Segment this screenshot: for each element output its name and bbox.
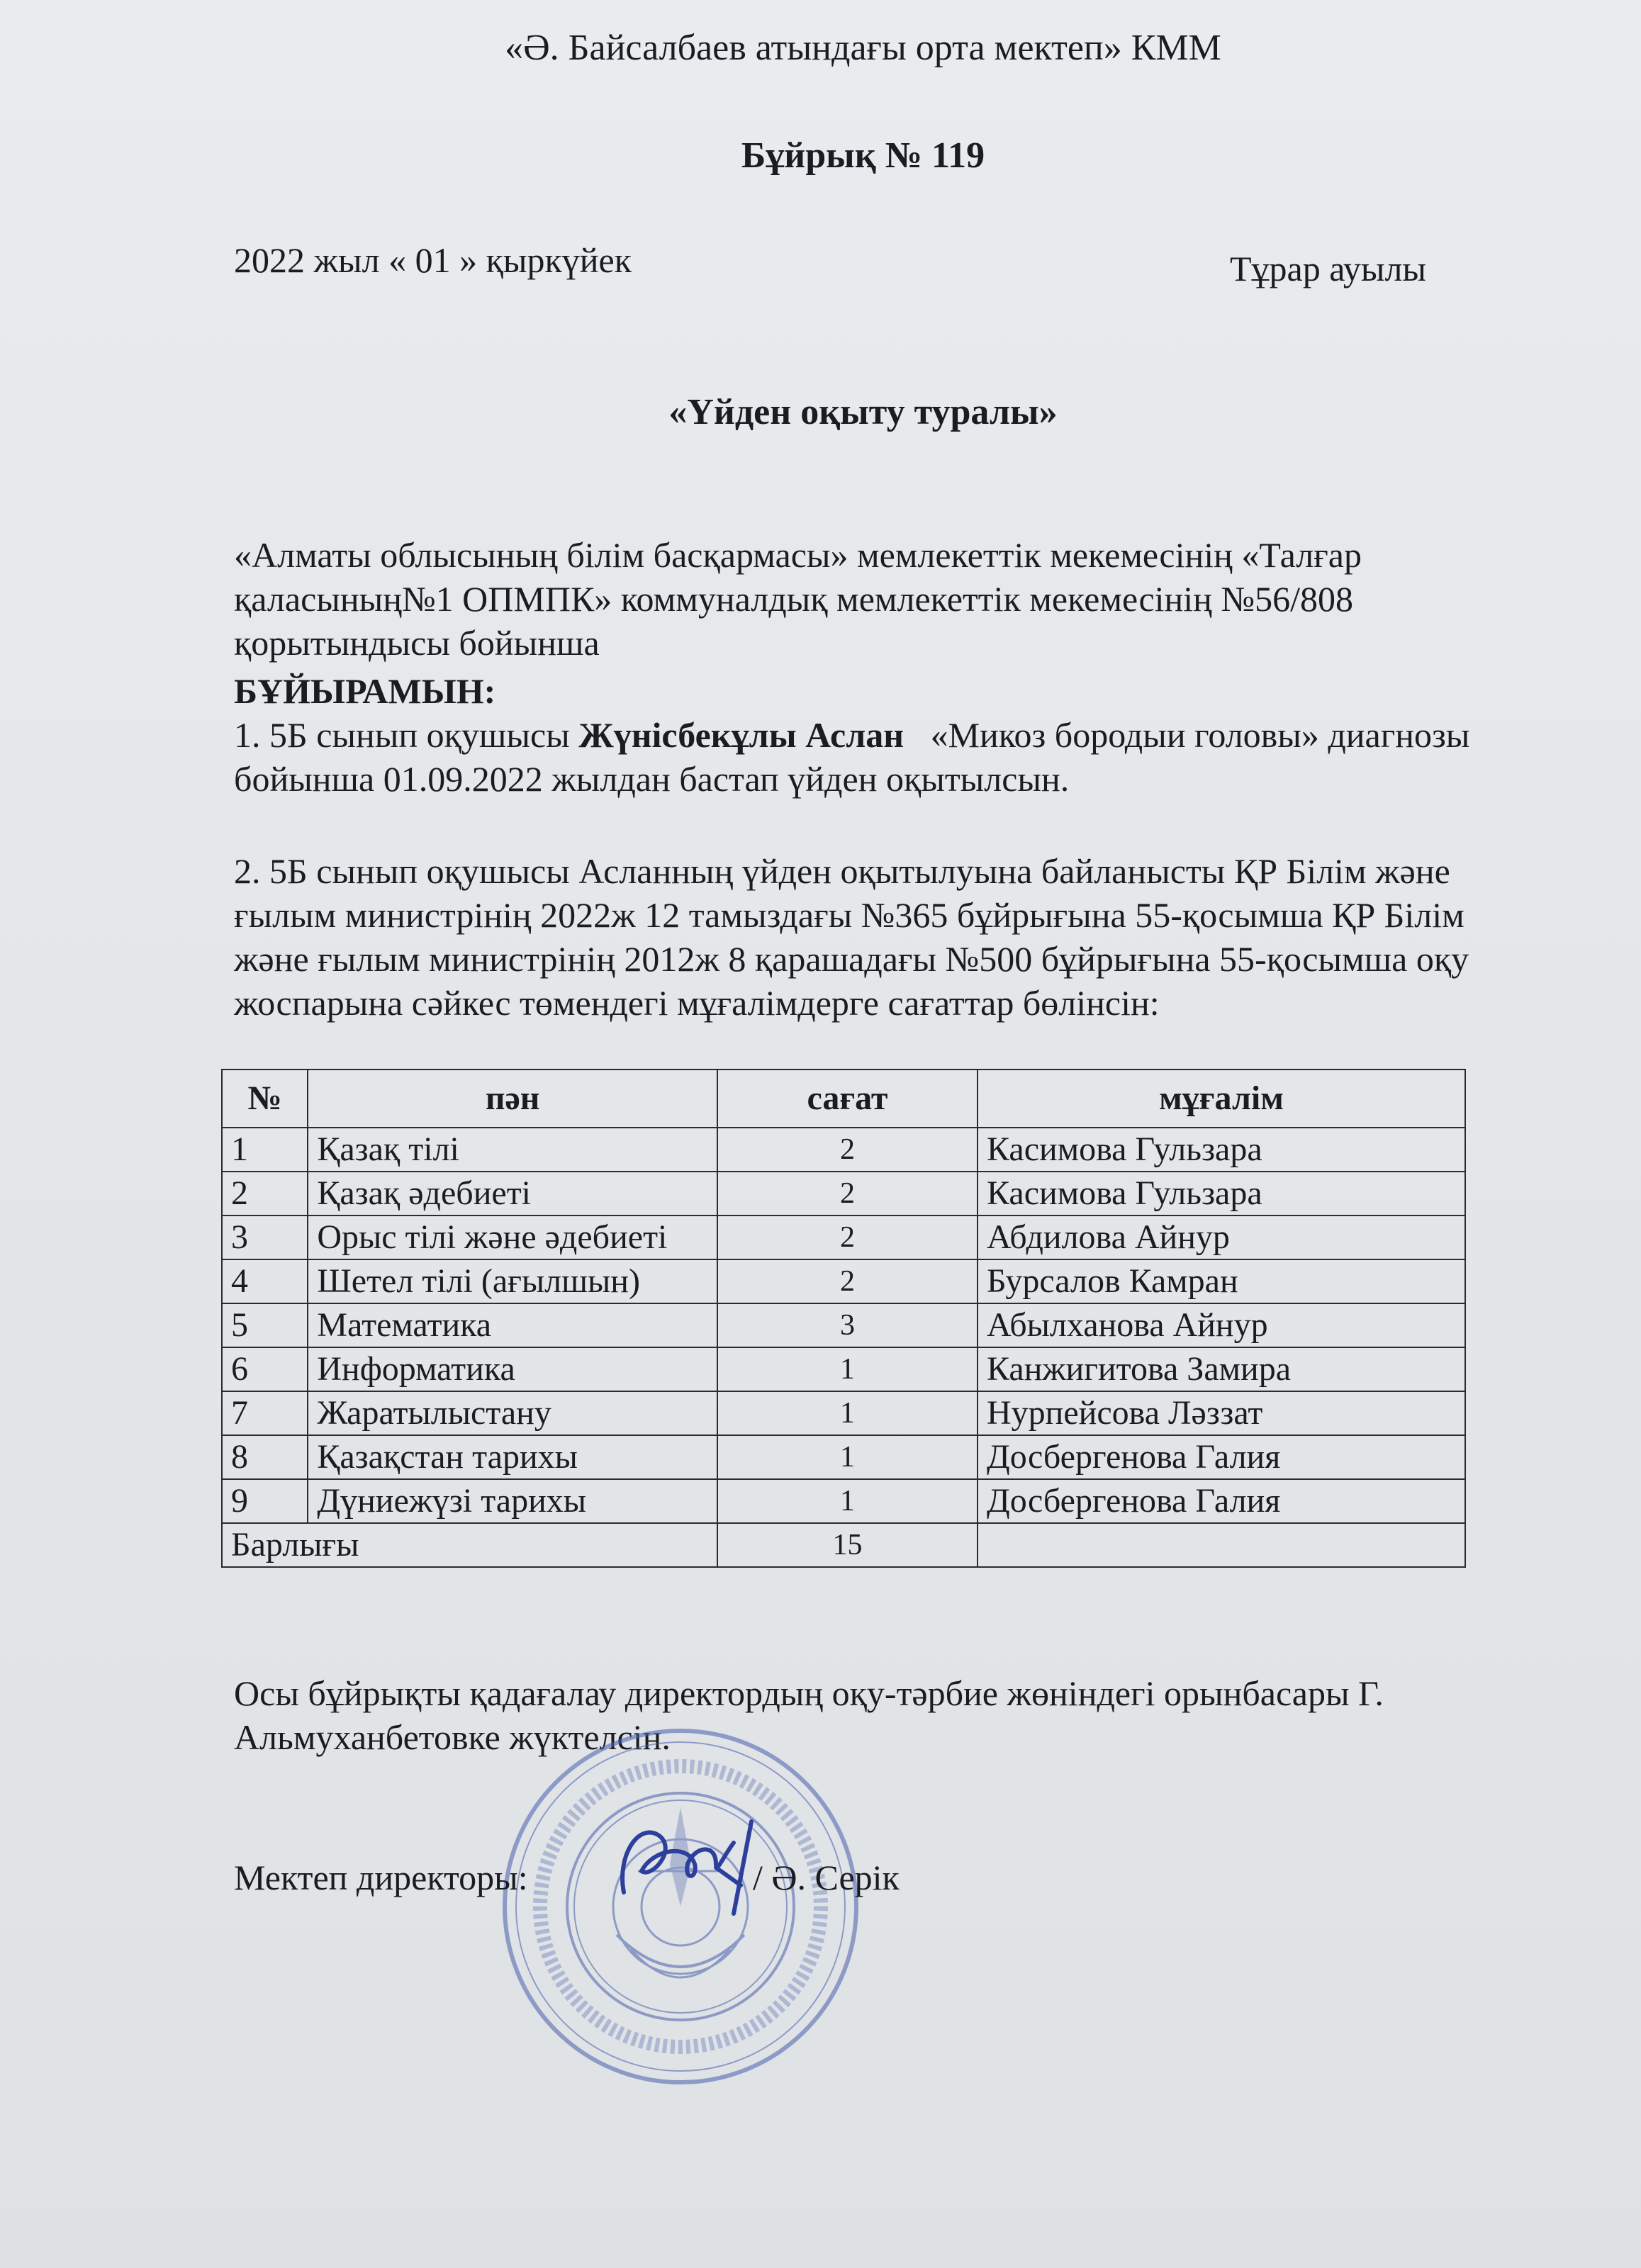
row-no: 5 [222, 1303, 308, 1347]
oversight-text: Осы бұйрықты қадағалау директордың оқу-тәрбие жөніндегі орынбасары Г. Альмуханбетовке жүктелсін. [234, 1673, 1384, 1757]
row-hours: 2 [717, 1172, 978, 1216]
row-subject: Қазақстан тарихы [308, 1435, 717, 1479]
row-no: 1 [222, 1128, 308, 1172]
decree-heading: БҰЙЫРАМЫН: [234, 671, 496, 711]
row-subject: Қазақ әдебиеті [308, 1172, 717, 1216]
row-no: 6 [222, 1347, 308, 1391]
row-teacher: Касимова Гульзара [978, 1172, 1465, 1216]
total-hours: 15 [717, 1523, 978, 1567]
row-no: 9 [222, 1479, 308, 1523]
row-teacher: Абылханова Айнур [978, 1303, 1465, 1347]
row-subject: Информатика [308, 1347, 717, 1391]
item1-prefix: 1. 5Б сынып оқушысы [234, 715, 579, 755]
order-number: Бұйрық № 119 [741, 135, 985, 176]
row-hours: 2 [717, 1259, 978, 1303]
row-hours: 3 [717, 1303, 978, 1347]
header-hours: сағат [717, 1070, 978, 1128]
director-name: / Ә. Серік [753, 1858, 900, 1897]
director-label: Мектеп директоры: [234, 1858, 528, 1897]
row-hours: 1 [717, 1479, 978, 1523]
table-row [222, 1172, 1465, 1216]
table-row [222, 1391, 1465, 1435]
row-subject: Орыс тілі және әдебиеті [308, 1216, 717, 1259]
table-row [222, 1259, 1465, 1303]
header-no: № [222, 1070, 308, 1128]
hours-table [221, 1069, 1466, 1568]
row-hours: 1 [717, 1347, 978, 1391]
order-item-2: 2. 5Б сынып оқушысы Асланның үйден оқытылуына байланысты ҚР Білім және ғылым министрінің 2022ж 12 тамыздағы №365 бұйрығына 55-қосымша ҚР Білім және ғылым министрінің 2012ж 8 қарашадағы №500 бұйрығына 55-қосымша оқу жоспарына сәйкес төмендегі мұғалімдерге сағаттар бөлінсін: [234, 851, 1469, 1023]
row-subject: Жаратылыстану [308, 1391, 717, 1435]
director-signature [610, 1814, 758, 1921]
order-place: Тұрар ауылы [1230, 249, 1427, 288]
school-name: «Ә. Байсалбаев атындағы орта мектеп» КММ [505, 28, 1221, 68]
row-teacher: Досбергенова Галия [978, 1479, 1465, 1523]
table-row [222, 1128, 1465, 1172]
row-subject: Шетел тілі (ағылшын) [308, 1259, 717, 1303]
table-total-row [222, 1523, 1465, 1567]
item1-suffix: «Микоз бородыи головы» диагнозы бойынша 01.09.2022 жылдан бастап үйден оқытылсын. [234, 715, 1479, 799]
row-teacher: Канжигитова Замира [978, 1347, 1465, 1391]
row-subject: Қазақ тілі [308, 1128, 717, 1172]
row-no: 3 [222, 1216, 308, 1259]
row-subject: Математика [308, 1303, 717, 1347]
row-no: 4 [222, 1259, 308, 1303]
row-hours: 1 [717, 1435, 978, 1479]
row-teacher: Досбергенова Галия [978, 1435, 1465, 1479]
table-row [222, 1479, 1465, 1523]
table-header-row [222, 1070, 1465, 1128]
order-subject: «Үйден оқыту туралы» [668, 392, 1058, 432]
row-no: 7 [222, 1391, 308, 1435]
row-teacher: Бурсалов Камран [978, 1259, 1465, 1303]
row-hours: 2 [717, 1128, 978, 1172]
row-teacher: Касимова Гульзара [978, 1128, 1465, 1172]
row-teacher: Нурпейсова Ләззат [978, 1391, 1465, 1435]
student-name: Жүнісбекұлы Аслан [578, 715, 904, 755]
table-row [222, 1347, 1465, 1391]
header-teacher: мұғалім [978, 1070, 1465, 1128]
row-hours: 2 [717, 1216, 978, 1259]
row-hours: 1 [717, 1391, 978, 1435]
row-no: 2 [222, 1172, 308, 1216]
order-item-1 [234, 713, 1510, 801]
row-no: 8 [222, 1435, 308, 1479]
order-basis: «Алматы облысының білім басқармасы» мемлекеттік мекемесінің «Талғар қаласының№1 ОПМПК» коммуналдық мемлекеттік мекемесінің №56/808 қорытындысы бойынша [234, 535, 1362, 663]
row-teacher: Абдилова Айнур [978, 1216, 1465, 1259]
total-empty [978, 1523, 1465, 1567]
header-subject: пән [308, 1070, 717, 1128]
table-row [222, 1216, 1465, 1259]
total-label: Барлығы [222, 1523, 717, 1567]
table-row [222, 1435, 1465, 1479]
row-subject: Дүниежүзі тарихы [308, 1479, 717, 1523]
table-row [222, 1303, 1465, 1347]
order-date: 2022 жыл « 01 » қыркүйек [234, 240, 632, 280]
